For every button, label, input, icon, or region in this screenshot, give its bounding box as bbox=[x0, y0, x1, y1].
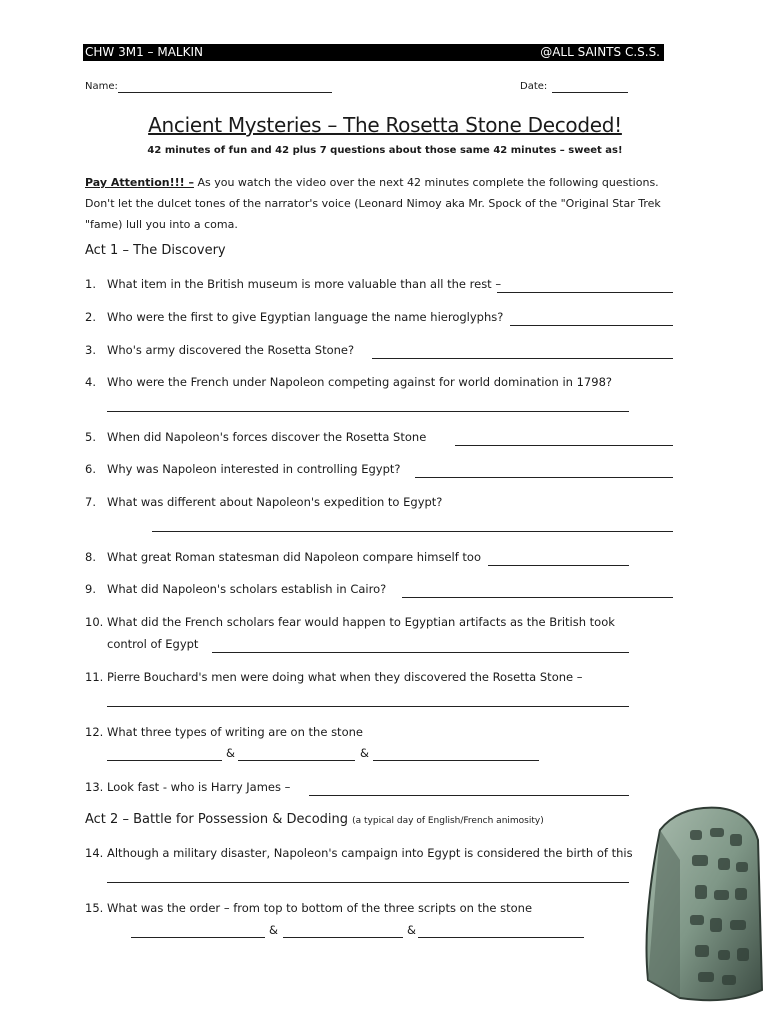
page-subtitle: 42 minutes of fun and 42 plus 7 questions about those same 42 minutes – sweet as! bbox=[147, 145, 623, 156]
question-15 bbox=[85, 901, 532, 915]
question-text: What great Roman statesman did Napoleon compare himself too bbox=[107, 550, 481, 564]
question-text: Why was Napoleon interested in controlling Egypt? bbox=[107, 462, 401, 476]
question-text: What was different about Napoleon's expedition to Egypt? bbox=[107, 495, 443, 509]
question-text: What item in the British museum is more valuable than all the rest – bbox=[107, 277, 502, 291]
question-number: 15. bbox=[85, 901, 104, 915]
question-8 bbox=[85, 550, 481, 564]
question-text: Pierre Bouchard's men were doing what when they discovered the Rosetta Stone – bbox=[107, 670, 583, 684]
intro-lead: Pay Attention!!! – bbox=[85, 176, 194, 189]
question-number: 4. bbox=[85, 375, 96, 389]
question-4 bbox=[85, 375, 612, 389]
answer-blank-1[interactable] bbox=[497, 292, 673, 293]
question-number: 11. bbox=[85, 670, 104, 684]
question-number: 9. bbox=[85, 582, 96, 596]
question-12 bbox=[85, 725, 363, 739]
answer-blank-5[interactable] bbox=[455, 445, 673, 446]
answer-blank-10[interactable] bbox=[212, 652, 629, 653]
question-text: Who were the first to give Egyptian language the name hieroglyphs? bbox=[107, 310, 504, 324]
question-3 bbox=[85, 343, 354, 357]
answer-blank-12a[interactable] bbox=[107, 760, 222, 761]
ampersand: & bbox=[269, 923, 278, 937]
question-text: What did the French scholars fear would happen to Egyptian artifacts as the British took bbox=[107, 615, 615, 629]
question-text: What three types of writing are on the stone bbox=[107, 725, 363, 739]
question-number: 1. bbox=[85, 277, 96, 291]
name-blank[interactable] bbox=[118, 92, 332, 93]
answer-blank-12b[interactable] bbox=[238, 760, 355, 761]
question-text: Although a military disaster, Napoleon's campaign into Egypt is considered the birth of this bbox=[107, 846, 633, 860]
act2-heading bbox=[85, 812, 544, 827]
question-1 bbox=[85, 277, 501, 291]
answer-blank-7[interactable] bbox=[152, 531, 673, 532]
question-number: 12. bbox=[85, 725, 104, 739]
answer-blank-9[interactable] bbox=[402, 597, 673, 598]
question-number: 2. bbox=[85, 310, 96, 324]
intro-paragraph bbox=[85, 172, 685, 235]
question-number: 10. bbox=[85, 615, 104, 629]
answer-blank-6[interactable] bbox=[415, 477, 673, 478]
question-number: 8. bbox=[85, 550, 96, 564]
question-7 bbox=[85, 495, 442, 509]
question-number: 6. bbox=[85, 462, 96, 476]
question-text: What was the order – from top to bottom of the three scripts on the stone bbox=[107, 901, 533, 915]
answer-blank-4[interactable] bbox=[107, 411, 629, 412]
question-text: When did Napoleon's forces discover the Rosetta Stone bbox=[107, 430, 427, 444]
question-5 bbox=[85, 430, 426, 444]
answer-blank-3[interactable] bbox=[372, 358, 673, 359]
answer-blank-15c[interactable] bbox=[418, 937, 584, 938]
ampersand: & bbox=[360, 746, 369, 760]
school-name: @ALL SAINTS C.S.S. bbox=[540, 45, 660, 59]
answer-blank-2[interactable] bbox=[510, 325, 673, 326]
header-bar bbox=[83, 44, 664, 61]
act2-note: (a typical day of English/French animosity) bbox=[352, 816, 544, 826]
answer-blank-12c[interactable] bbox=[373, 760, 539, 761]
page-title: Ancient Mysteries – The Rosetta Stone Decoded! bbox=[148, 113, 622, 137]
question-2 bbox=[85, 310, 503, 324]
answer-blank-15a[interactable] bbox=[131, 937, 265, 938]
date-blank[interactable] bbox=[552, 92, 628, 93]
question-6 bbox=[85, 462, 401, 476]
question-number: 3. bbox=[85, 343, 96, 357]
question-13 bbox=[85, 780, 290, 794]
answer-blank-11[interactable] bbox=[107, 706, 629, 707]
question-10-cont bbox=[107, 637, 198, 651]
question-number: 7. bbox=[85, 495, 96, 509]
question-number: 13. bbox=[85, 780, 104, 794]
question-14 bbox=[85, 846, 633, 860]
question-text: Look fast - who is Harry James – bbox=[107, 780, 291, 794]
question-9 bbox=[85, 582, 386, 596]
question-text: control of Egypt bbox=[107, 637, 199, 651]
date-field bbox=[520, 81, 547, 92]
question-number: 5. bbox=[85, 430, 96, 444]
ampersand: & bbox=[226, 746, 235, 760]
act1-heading: Act 1 – The Discovery bbox=[85, 243, 226, 258]
answer-blank-14[interactable] bbox=[107, 882, 629, 883]
question-text: Who were the French under Napoleon competing against for world domination in 1798? bbox=[107, 375, 612, 389]
act2-title: Act 2 – Battle for Possession & Decoding bbox=[85, 812, 348, 827]
answer-blank-15b[interactable] bbox=[283, 937, 403, 938]
question-text: What did Napoleon's scholars establish in Cairo? bbox=[107, 582, 387, 596]
ampersand: & bbox=[407, 923, 416, 937]
question-10 bbox=[85, 615, 615, 629]
intro-text: As you watch the video over the next 42 minutes complete the following questions. Don't let the dulcet tones of the narrator's voice (Leonard Nimoy aka Mr. Spock of the "Original Star Trek "fame) lull you into a coma. bbox=[85, 176, 661, 231]
question-text: Who's army discovered the Rosetta Stone? bbox=[107, 343, 355, 357]
answer-blank-8[interactable] bbox=[488, 565, 629, 566]
course-code: CHW 3M1 – MALKIN bbox=[85, 45, 203, 59]
name-label: Name: bbox=[85, 81, 118, 92]
question-11 bbox=[85, 670, 583, 684]
question-number: 14. bbox=[85, 846, 104, 860]
name-field bbox=[85, 81, 118, 92]
date-label: Date: bbox=[520, 81, 548, 92]
rosetta-stone-image bbox=[640, 800, 765, 1005]
answer-blank-13[interactable] bbox=[309, 795, 629, 796]
